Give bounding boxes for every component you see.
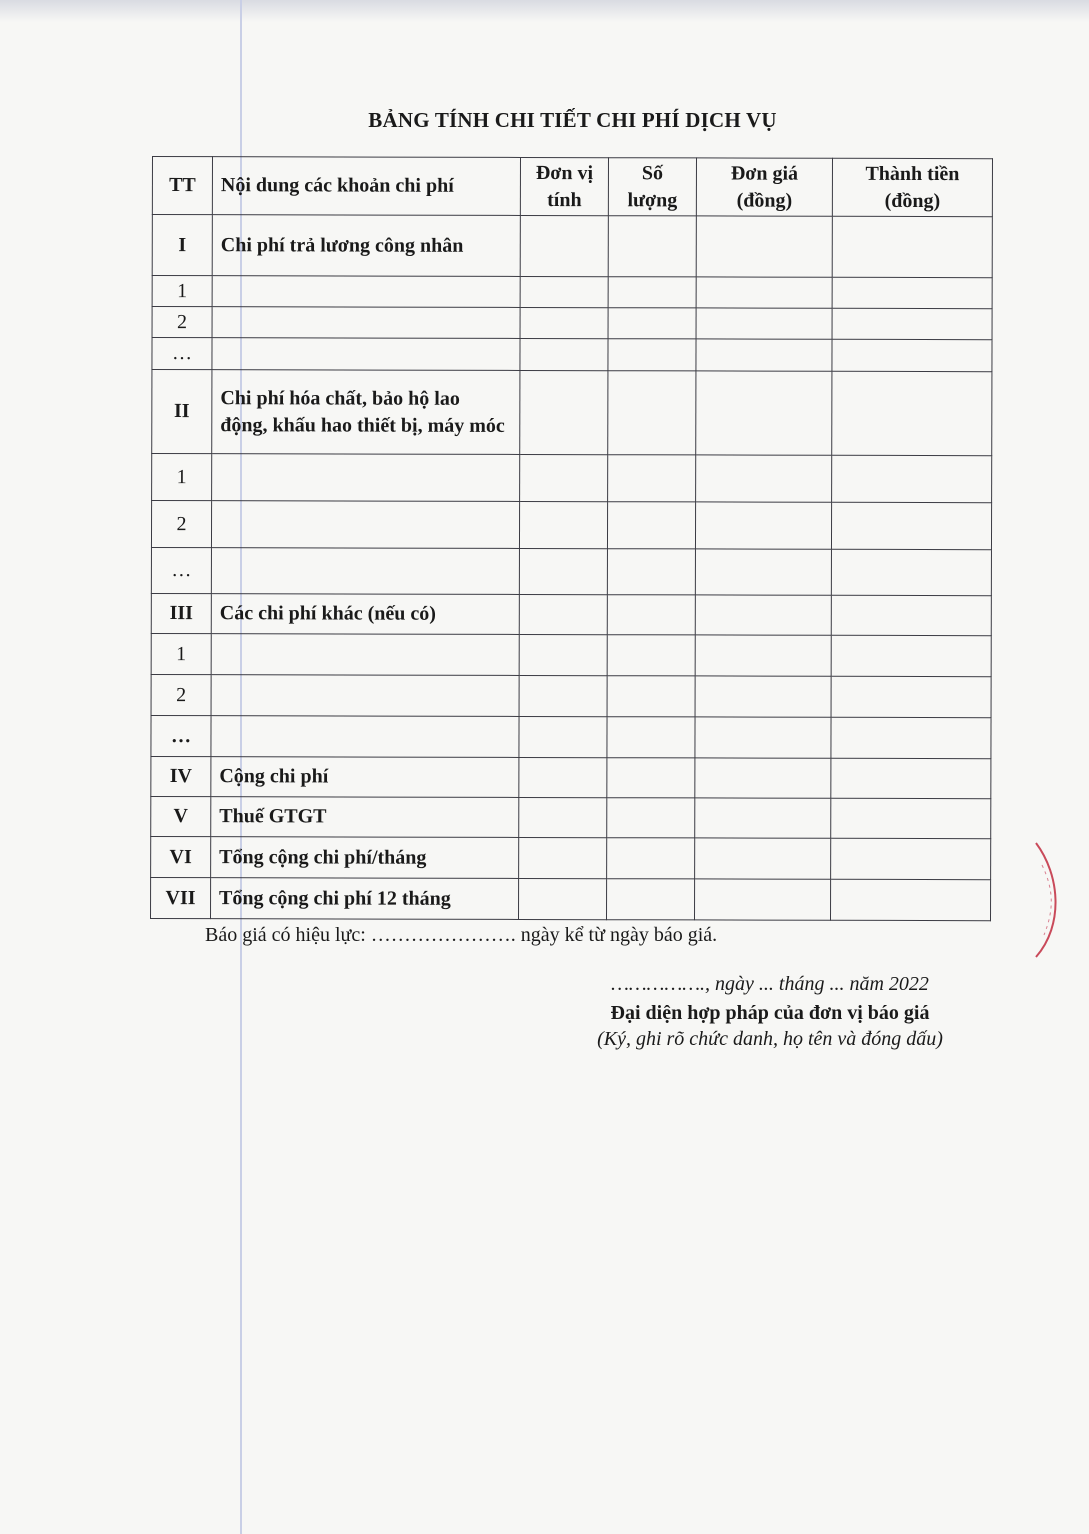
row-price-cell (696, 339, 832, 371)
row-unit-cell (520, 276, 608, 307)
row-unit-cell (520, 454, 608, 501)
row-amount-cell (831, 676, 991, 717)
row-qty-cell (607, 595, 695, 635)
row-amount-cell (831, 595, 991, 635)
row-qty-cell (607, 502, 695, 549)
row-content: Cộng chi phí (211, 757, 519, 798)
row-number: 2 (152, 307, 212, 338)
row-content (212, 338, 520, 371)
row-amount-cell (832, 216, 992, 277)
row-content (211, 634, 519, 676)
row-price-cell (696, 277, 832, 308)
validity-note: Báo giá có hiệu lực: …………………. ngày kể từ ngày báo giá. (205, 924, 718, 946)
row-number: IV (151, 756, 211, 796)
stamp-edge-mark (1030, 835, 1070, 965)
row-amount-cell (832, 371, 992, 455)
header-qty: Số lượng (608, 158, 696, 216)
row-number: VII (151, 877, 211, 918)
row-amount-cell (831, 798, 991, 838)
row-qty-cell (607, 838, 695, 879)
row-unit-cell (520, 307, 608, 338)
table-row (151, 756, 991, 798)
row-unit-cell (519, 797, 607, 837)
table-header-row (152, 157, 992, 217)
row-number: … (151, 547, 211, 593)
row-content (211, 716, 519, 758)
row-content: Tổng cộng chi phí/tháng (211, 837, 519, 879)
row-price-cell (695, 798, 831, 838)
row-price-cell (695, 635, 831, 676)
row-content: Thuế GTGT (211, 797, 519, 838)
row-unit-cell (519, 594, 607, 634)
table-row (152, 454, 992, 503)
row-price-cell (695, 676, 831, 717)
row-qty-cell (607, 717, 695, 758)
row-amount-cell (831, 635, 991, 676)
row-amount-cell (831, 549, 991, 595)
row-qty-cell (608, 216, 696, 277)
header-tt: TT (152, 157, 212, 215)
table-row (152, 215, 992, 278)
row-price-cell (695, 838, 831, 879)
row-qty-cell (608, 277, 696, 308)
row-price-cell (696, 308, 832, 339)
row-number: III (151, 593, 211, 633)
row-content (211, 548, 519, 595)
row-number: 1 (151, 633, 211, 674)
signature-title: Đại diện hợp pháp của đơn vị báo giá (610, 1002, 930, 1024)
row-content: Chi phí trả lương công nhân (212, 215, 520, 277)
row-content: Các chi phí khác (nếu có) (211, 594, 519, 635)
row-content (212, 276, 520, 308)
row-price-cell (695, 717, 831, 758)
row-content (211, 501, 519, 549)
row-number: II (152, 370, 212, 454)
row-qty-cell (607, 635, 695, 676)
row-number: I (152, 215, 212, 276)
row-unit-cell (519, 878, 607, 919)
table-row (152, 370, 992, 456)
row-number: … (151, 715, 211, 756)
row-price-cell (696, 455, 832, 502)
row-unit-cell (520, 338, 608, 370)
row-content (211, 675, 519, 717)
table-row (151, 501, 991, 550)
row-number: 1 (152, 454, 212, 501)
row-amount-cell (832, 277, 992, 308)
signature-note: (Ký, ghi rõ chức danh, họ tên và đóng dấu) (597, 1028, 943, 1050)
row-content: Chi phí hóa chất, bảo hộ lao động, khấu hao thiết bị, máy móc (212, 370, 520, 455)
row-unit-cell (520, 215, 608, 276)
row-amount-cell (831, 758, 991, 798)
row-amount-cell (832, 455, 992, 502)
row-number: V (151, 796, 211, 836)
header-unit: Đơn vị tính (520, 157, 608, 215)
table-row (151, 796, 991, 838)
signature-date-line: ……………., ngày ... tháng ... năm 2022 (611, 973, 929, 995)
row-qty-cell (607, 549, 695, 595)
table-row (151, 633, 991, 676)
row-qty-cell (607, 879, 695, 920)
cost-table (150, 156, 993, 921)
row-qty-cell (607, 676, 695, 717)
row-amount-cell (831, 838, 991, 879)
row-number: 2 (151, 501, 211, 548)
row-number: VI (151, 836, 211, 877)
row-content (212, 454, 520, 502)
row-qty-cell (608, 339, 696, 371)
header-content: Nội dung các khoản chi phí (212, 157, 520, 216)
row-price-cell (695, 879, 831, 920)
row-price-cell (695, 595, 831, 635)
table-row (151, 836, 991, 879)
row-price-cell (695, 758, 831, 798)
row-content: Tổng cộng chi phí 12 tháng (211, 878, 519, 920)
row-amount-cell (831, 717, 991, 758)
row-content (212, 307, 520, 339)
row-unit-cell (519, 548, 607, 594)
row-unit-cell (519, 837, 607, 878)
scan-top-shadow (0, 0, 1089, 22)
row-amount-cell (832, 308, 992, 339)
table-row (152, 276, 992, 309)
row-unit-cell (519, 716, 607, 757)
row-qty-cell (607, 758, 695, 798)
row-amount-cell (831, 502, 991, 549)
row-number: 2 (151, 674, 211, 715)
row-unit-cell (520, 370, 608, 454)
row-number: 1 (152, 276, 212, 307)
table-row (151, 593, 991, 635)
table-row (152, 338, 992, 372)
row-price-cell (695, 549, 831, 595)
row-price-cell (696, 216, 832, 277)
header-price: Đơn giá (đồng) (696, 158, 832, 216)
document-title: BẢNG TÍNH CHI TIẾT CHI PHÍ DỊCH VỤ (368, 108, 777, 132)
row-qty-cell (607, 798, 695, 838)
row-qty-cell (608, 308, 696, 339)
row-unit-cell (519, 634, 607, 675)
row-unit-cell (519, 675, 607, 716)
table-row (151, 547, 991, 595)
row-price-cell (696, 371, 832, 455)
row-unit-cell (519, 501, 607, 548)
table-row (152, 307, 992, 340)
table-row (151, 715, 991, 758)
header-amount: Thành tiền (đồng) (832, 158, 992, 216)
row-amount-cell (832, 339, 992, 371)
row-unit-cell (519, 757, 607, 797)
row-number: … (152, 338, 212, 370)
row-price-cell (695, 502, 831, 549)
table-row (151, 877, 991, 920)
table-row (151, 674, 991, 717)
row-qty-cell (608, 455, 696, 502)
row-amount-cell (831, 879, 991, 920)
row-qty-cell (608, 371, 696, 455)
